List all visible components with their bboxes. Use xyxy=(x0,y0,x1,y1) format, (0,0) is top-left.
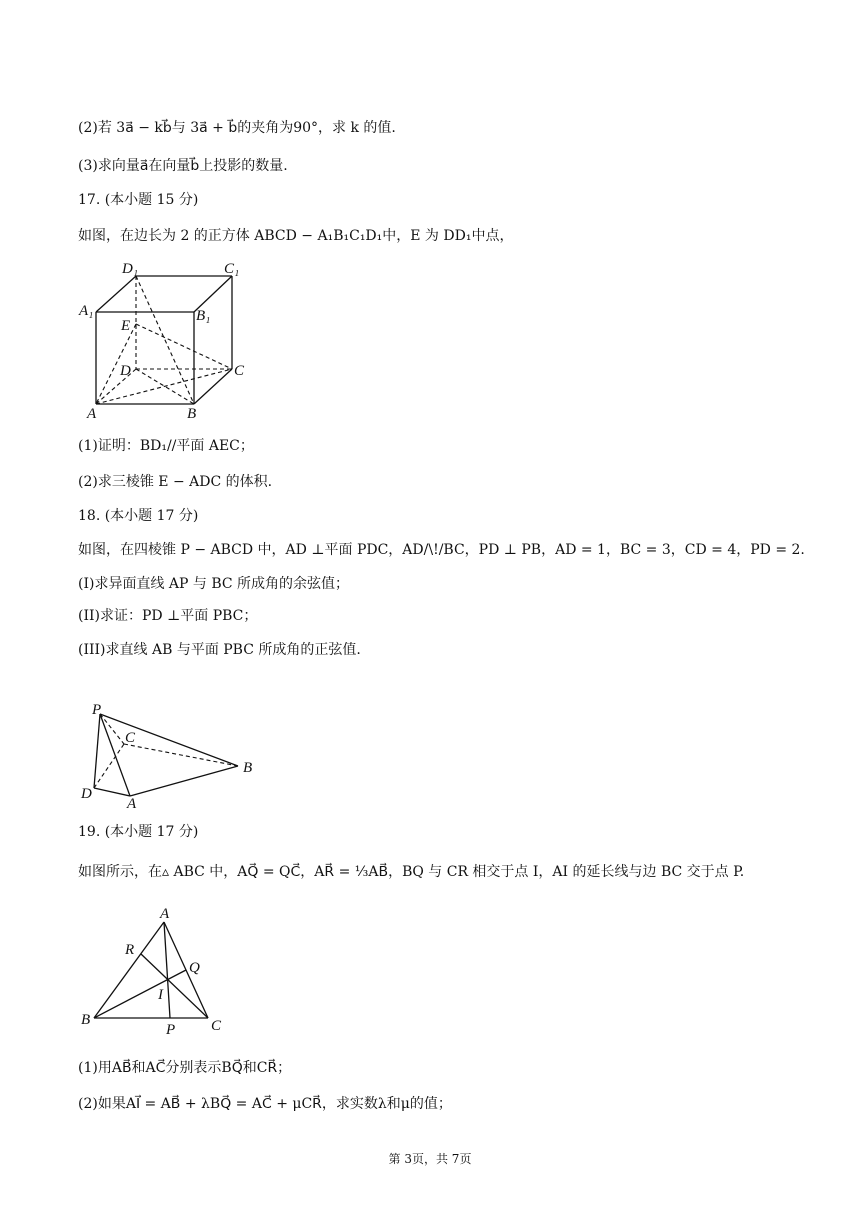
cube-label-c1: C₁ xyxy=(224,261,240,277)
pyramid-label-d: D xyxy=(81,786,92,802)
q17-heading: 17. (本小题 15 分) xyxy=(78,192,199,208)
q19-part1: (1)用AB⃗和AC⃗分别表示BQ⃗和CR⃗； xyxy=(78,1060,292,1076)
page-footer: 第 3页，共 7页 xyxy=(388,1152,472,1166)
q18-part1: (I)求异面直线 AP 与 BC 所成角的余弦值； xyxy=(78,576,350,592)
q16-part3: (3)求向量a⃗在向量b⃗上投影的数量. xyxy=(78,158,288,174)
q16-part2: (2)若 3a⃗ − kb⃗与 3a⃗ + b⃗的夹角为90°，求 k 的值. xyxy=(78,120,396,136)
pyramid-label-c: C xyxy=(125,730,136,746)
triangle-label-i: I xyxy=(158,987,163,1003)
triangle-label-p: P xyxy=(166,1022,176,1038)
cube-label-d: D xyxy=(120,363,131,379)
triangle-figure xyxy=(78,902,238,1042)
pyramid-label-b: B xyxy=(243,760,253,776)
cube-label-a: A xyxy=(87,406,97,422)
cube-label-c: C xyxy=(234,363,245,379)
cube-label-b: B xyxy=(187,406,197,422)
triangle-label-q: Q xyxy=(189,960,200,976)
q18-statement: 如图，在四棱锥 P − ABCD 中，AD ⊥平面 PDC，AD/\!/BC，PD ⊥ PB，AD = 1，BC = 3，CD = 4，PD = 2. xyxy=(78,542,805,558)
triangle-label-r: R xyxy=(125,942,135,958)
triangle-label-b: B xyxy=(81,1012,91,1028)
q19-statement: 如图所示，在▵ ABC 中，AQ⃗ = QC⃗，AR⃗ = ⅓AB⃗，BQ 与 CR 相交于点 I，AI 的延长线与边 BC 交于点 P. xyxy=(78,864,745,880)
q18-part2: (II)求证：PD ⊥平面 PBC； xyxy=(78,608,258,624)
cube-label-d1: D₁ xyxy=(122,261,139,277)
pyramid-label-p: P xyxy=(92,702,102,718)
triangle-label-a: A xyxy=(160,906,170,922)
q19-heading: 19. (本小题 17 分) xyxy=(78,824,199,840)
q18-heading: 18. (本小题 17 分) xyxy=(78,508,199,524)
cube-figure xyxy=(78,258,258,422)
q17-statement: 如图，在边长为 2 的正方体 ABCD − A₁B₁C₁D₁中，E 为 DD₁中点， xyxy=(78,228,514,244)
cube-label-e: E xyxy=(121,318,131,334)
pyramid-label-a: A xyxy=(127,796,137,812)
q17-part1: (1)证明：BD₁//平面 AEC； xyxy=(78,438,254,454)
pyramid-figure xyxy=(78,700,268,812)
q17-part2: (2)求三棱锥 E − ADC 的体积. xyxy=(78,474,273,490)
cube-label-a1: A₁ xyxy=(79,303,94,319)
cube-label-b1: B₁ xyxy=(196,308,211,324)
q18-part3: (III)求直线 AB 与平面 PBC 所成角的正弦值. xyxy=(78,642,361,658)
q19-part2: (2)如果AI⃗ = AB⃗ + λBQ⃗ = AC⃗ + μCR⃗，求实数λ和μ的值； xyxy=(78,1096,452,1112)
triangle-label-c: C xyxy=(211,1018,222,1034)
